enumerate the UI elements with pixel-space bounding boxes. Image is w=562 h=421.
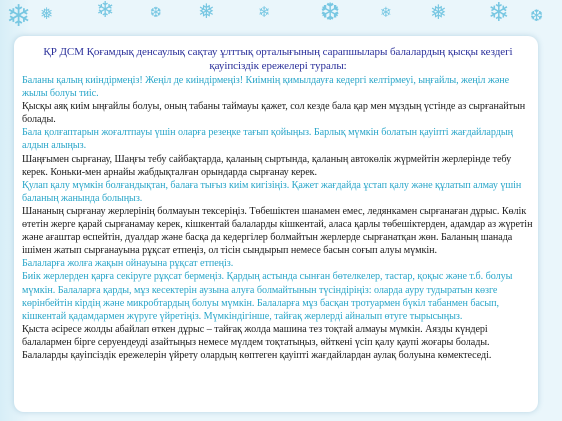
snowflake-icon: ❅ (40, 4, 54, 23)
snowflake-icon: ❆ (150, 5, 162, 21)
snowflake-icon: ❆ (530, 6, 544, 25)
snowflake-icon: ❅ (430, 0, 447, 24)
snowflake-icon: ❄ (96, 0, 115, 23)
paragraph-7: Балаларға жолға жақын ойнауына рұқсат етпеңіз. (22, 258, 234, 270)
paragraph-9: Қыста әсіресе жолды абайлап өткен дұрыс – тайғақ жолда машина тез тоқтай алмауы мүмкін. Аязды күндері балалармен бірге серуендеуді азайтыңыз немесе мүлдем тоқтатыңыз, өйткені үсіп қалу қаупі жоғары болады. Балаларды қауіпсіздік ережелерін үйрету олардың көптеген қауіпті жағдайлардан аулақ болуына көмектеседі. (22, 323, 492, 361)
paragraph-3: Бала қолғаптарын жоғалтпауы үшін оларға резеңке тағып қойыңыз. Барлық мүмкін болатын қауіпті жағдайлардың алдын алыңыз. (22, 127, 513, 152)
page-title: ҚР ДСМ Қоғамдық денсаулық сақтау ұлттық орталығының сарапшылары балалардың қысқы кездегі қауіпсіздік ережелері туралы: (43, 46, 513, 72)
snowflake-icon: ❅ (198, 0, 215, 23)
paragraph-6: Шананың сырғанау жерлерінің болмауын тексеріңіз. Төбешіктен шанамен емес, ледянкамен сырғанаған дұрыс. Көлік өтетін жерге қарай сырғанамау керек, кішкентай балаларды кішкентай, аласа қарлы төбешіктерден, адамдар аз жүретін және ағаштар өспейтін, дуалдар және басқа да кедергілер болмайтын жерлерде сырғанатқан жөн. Баланың шанада ішімен жатып сырғанауына рұқсат етпеңіз, ол тісін сындырып немесе басын соғып алуы мүмкін. (22, 205, 533, 257)
paragraph-8: Биік жерлерден қарға секіруге рұқсат бермеңіз. Қардың астында сынған бөтелкелер, тастар, қоқыс және т.б. болуы мүмкін. Балаларға қарды, мұз кесектерін аузына алуға болмайтынын түсіндіріңіз: оларда ауру тудыратын көзге көрінбейтін кірдің және микробтардың болуы мүмкін. Балаларға мұз басқан тротуармен бүкіл табанмен басып, кішкентай қадамдармен жүруге үйретіңіз. Мүмкіндігінше, тайғақ жерлерді айналып өтуге тырысыңыз. (22, 271, 513, 322)
paragraph-2: Қысқы аяқ киім ыңғайлы болуы, оның табаны таймауы қажет, сол кезде бала қар мен мұздың үстінде аз сырғанайтын болады. (22, 101, 526, 126)
snowflake-icon: ❄ (488, 0, 510, 28)
paragraph-1: Баланы қалың киіндірмеңіз! Жеңіл де киіндірмеңіз! Киімнің қимылдауға кедергі келтірмеуі, ыңғайлы, жеңіл және жылы болуы тиіс. (22, 75, 510, 100)
snowflake-icon: ❄ (380, 5, 392, 21)
snowflake-icon: ❄ (258, 3, 271, 21)
snowflake-icon: ❄ (6, 0, 32, 34)
paragraph-5: Қулап қалу мүмкін болғандықтан, балаға тығыз киім кигізіңіз. Қажет жағдайда ұстап қалу және құлатып алмау үшін баланың жанында болыңыз. (22, 179, 522, 204)
paragraph-4: Шаңғымен сырғанау, Шаңғы тебу сайбақтарда, қаланың сыртында, қаланың автокөлік жүрмейтін жерлерінде тебу керек. Коньки-мен арнайы жабдықталған орындарда сырғанау керек. (22, 153, 512, 178)
document-body (22, 46, 534, 362)
snowflake-icon: ❆ (320, 0, 341, 26)
